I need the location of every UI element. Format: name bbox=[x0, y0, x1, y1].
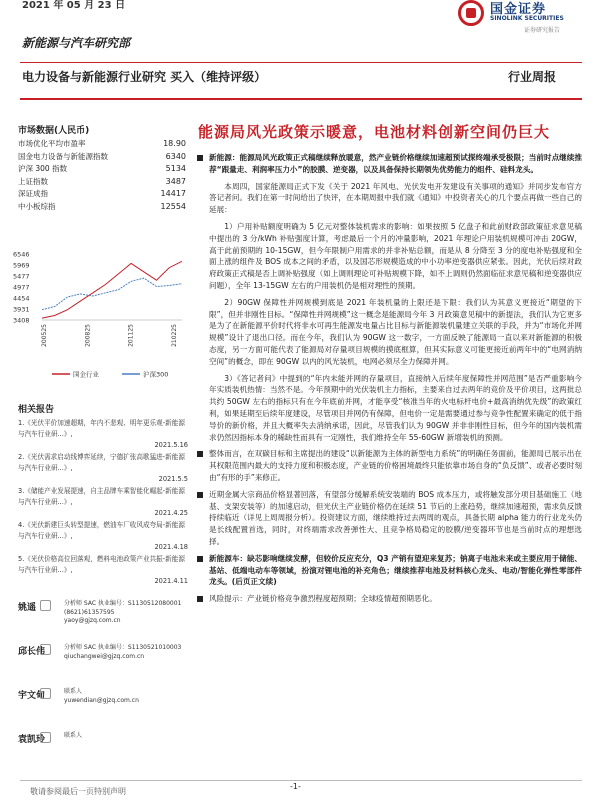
analyst-role: 分析师 SAC 执业编号：S1130512080001 bbox=[64, 600, 182, 607]
analyst-name: 姚遥 bbox=[18, 603, 37, 613]
logo-cn: 国金证券 bbox=[490, 2, 547, 17]
related-report-text: 5.《光伏价格高位回落观，燃料电池政策产业共振-新能源与汽车行业研...》, bbox=[18, 555, 185, 574]
x-tick-label: 201125 bbox=[127, 324, 135, 347]
related-reports-list bbox=[18, 418, 188, 588]
y-tick-label: 6546 bbox=[13, 250, 30, 259]
paragraph-bullet bbox=[196, 489, 582, 548]
market-label: 深证成指 bbox=[18, 189, 48, 198]
analyst-card bbox=[18, 644, 190, 688]
report-body bbox=[196, 152, 582, 610]
related-report-date: 2021.5.16 bbox=[154, 441, 188, 449]
bullet-square-icon bbox=[197, 596, 203, 602]
analyst-phone: (8621)61357595 bbox=[64, 608, 115, 616]
logo-mark-icon bbox=[458, 0, 484, 26]
market-label: 沪深 300 指数 bbox=[18, 164, 68, 173]
analyst-name: 袁凯玲 bbox=[18, 735, 46, 745]
series-line-2 bbox=[42, 278, 182, 310]
bullet-square-icon bbox=[197, 556, 203, 562]
analyst-role: 联系人 bbox=[64, 688, 83, 695]
footer-disclaimer: 敬请参阅最后一页特别声明 bbox=[30, 787, 126, 796]
summary-ev bbox=[196, 553, 582, 588]
paragraph-text: 近期金属大宗商品价格显著回落，有望部分缓解系统安装端的 BOS 成本压力，或将触发部分项目基础施工（地基、支架安装等）的加速启动，但光伏主产业链价格仍在延续 51 节后的上涨趋势，继续加速超预，需求负反馈持续临近（详见上周周报分析）。投资建议方面，继续维持过去两周的观点，具备长期 alpha 能力的行业龙头仍是长线配置首选，同时，对终端需求改善弹性大、且竞争格局稳定的胶膜/逆变器环节也是当前时点的理想选择。 bbox=[209, 489, 582, 546]
related-report-date: 2021.5.5 bbox=[158, 475, 188, 483]
market-value: 5134 bbox=[165, 164, 186, 173]
page-number: -1- bbox=[290, 782, 301, 791]
report-type: 行业周报 bbox=[508, 70, 557, 84]
market-label: 国金电力设备与新能源指数 bbox=[18, 151, 108, 161]
market-data-heading: 市场数据(人民币) bbox=[18, 126, 90, 136]
market-label: 上证指数 bbox=[18, 176, 48, 186]
index-chart bbox=[12, 248, 188, 388]
y-tick-label: 4977 bbox=[13, 283, 30, 292]
phone-icon bbox=[40, 600, 51, 611]
related-report-item[interactable] bbox=[18, 486, 188, 519]
footer-divider bbox=[20, 780, 582, 781]
related-report-text: 1.《光伏平价加速超期，年内不悲观、明年更乐观-新能源与汽车行业研...》, bbox=[18, 419, 185, 438]
market-value: 18.90 bbox=[163, 139, 186, 148]
analyst-name: 邱长伟 bbox=[18, 647, 46, 657]
analyst-info bbox=[64, 688, 194, 705]
page-title: 能源局风光政策示暖意，电池材料创新空间仍巨大 bbox=[198, 123, 551, 141]
related-report-date: 2021.4.25 bbox=[154, 509, 188, 517]
related-report-text: 3.《储能产业发展提速，自主品牌车乘智能化崛起-新能源与汽车行业研...》, bbox=[18, 487, 185, 506]
related-report-date: 2021.4.18 bbox=[154, 543, 188, 551]
analyst-email[interactable]: yuwendian@gjzq.com.cn bbox=[64, 696, 139, 704]
bullet-square-icon bbox=[197, 492, 203, 498]
paragraph: 本周四，国家能源局正式下发《关于 2021 年风电、光伏发电开发建设有关事项的通知》并同步发布官方答记者问。我们在第一时间给出了快评，在本期周报中我们就《通知》中投资者关心的几个要点再做一些自己的延展： bbox=[209, 181, 582, 215]
report-date: 2021 年 05 月 23 日 bbox=[22, 0, 126, 11]
industry-rating: 电力设备与新能源行业研究 买入（维持评级） bbox=[22, 70, 267, 84]
market-data-table bbox=[18, 138, 186, 213]
logo-en: SINOLINK SECURITIES bbox=[490, 15, 564, 22]
market-label: 市场优化平均市盈率 bbox=[18, 139, 86, 148]
analyst-info bbox=[64, 644, 194, 661]
market-row bbox=[18, 176, 186, 189]
analyst-card bbox=[18, 732, 190, 776]
y-tick-label: 3931 bbox=[13, 305, 30, 314]
department-name: 新能源与汽车研究部 bbox=[22, 36, 131, 50]
legend-label: 沪深300 bbox=[143, 370, 169, 379]
market-row bbox=[18, 188, 186, 201]
paragraph-text: 新能源车：缺芯影响继续发酵，但较价反应充分，Q3 产销有望迎来复苏；钠离子电池未来或主要应用于储能、基站、低端电动车等领域，扮演对锂电池的补充角色；继续推荐电池及材料核心龙头、电动/智能化弹性零部件龙头。(后页正文续) bbox=[209, 553, 582, 587]
market-label: 中小板综指 bbox=[18, 201, 56, 211]
legend-label: 国金行业 bbox=[73, 370, 99, 379]
analyst-email[interactable]: qiuchangwei@gjzq.com.cn bbox=[64, 652, 145, 660]
y-tick-label: 5969 bbox=[13, 261, 30, 270]
related-report-text: 2.《光伏需求启动线博弈延续，宁德扩张高歌猛进-新能源与汽车行业研...》, bbox=[18, 453, 185, 472]
related-report-item[interactable] bbox=[18, 554, 188, 587]
analyst-role: 分析师 SAC 执业编号：S1130521010003 bbox=[64, 644, 182, 651]
market-value: 12554 bbox=[160, 201, 186, 211]
phone-icon bbox=[40, 688, 51, 699]
paragraph-text: 新能源：能源局风光政策正式稿继续释放暖意，然产业链价格继续加速超预试探终端承受极限；当前时点继续推荐“跟量走、利润率压力小”的胶膜、逆变器，以及具备保持长期领先优势能力的组件、硅料龙头。 bbox=[209, 153, 582, 174]
related-report-text: 4.《光伏新建巨头转型提速，燃油车厂收风成夸局-新能源与汽车行业研...》, bbox=[18, 521, 185, 540]
company-logo bbox=[458, 0, 594, 38]
market-row bbox=[18, 138, 186, 151]
analyst-role: 联系人 bbox=[64, 732, 83, 739]
market-value: 14417 bbox=[160, 189, 186, 198]
market-value: 6340 bbox=[165, 151, 186, 161]
analyst-email[interactable]: yaoy@gjzq.com.cn bbox=[64, 617, 121, 624]
y-tick-label: 3408 bbox=[13, 316, 30, 325]
x-tick-label: 200825 bbox=[84, 324, 92, 347]
analyst-card bbox=[18, 688, 190, 732]
y-tick-label: 4454 bbox=[13, 294, 30, 303]
analyst-list bbox=[18, 600, 190, 776]
phone-icon bbox=[40, 644, 51, 655]
paragraph: 1）户用补贴额度明确为 5 亿元对整体装机需求的影响：如果按照 5 亿盘子和此前财政部政策征求意见稿中提出的 3 分/kWh 补贴强度计算，考虑最后一个月的冲量影响，2021 年理论户用装机规模可冲击 20GW，高于此前预期的 10-15GW，但今年限制户用需求的并非补贴总额，而是从 8 分降至 3 分的度电补贴强度和全面上涨的组件及 BOS 成本之间的矛盾，以及国芯形规模造成的中小功率逆变器供应紧张。因此，光伏后续对政府政策正式稿是否上调补贴强度（如上调则理论可补贴规模下降，如不上调则仍然面临征求意见稿和逆变器供应问题），全年 13-15GW 左右的户用装机仍是相对理性的预期。 bbox=[209, 221, 582, 290]
divider bbox=[20, 98, 582, 100]
analyst-name: 宇文甸 bbox=[18, 691, 46, 701]
related-report-date: 2021.4.11 bbox=[154, 577, 188, 585]
divider bbox=[20, 62, 582, 63]
summary-new-energy bbox=[196, 152, 582, 176]
paragraph-text: 风险提示：产业链价格竞争激烈程度超预期；全球疫情超预期恶化。 bbox=[209, 594, 437, 604]
y-tick-label: 5477 bbox=[13, 272, 30, 281]
related-report-item[interactable] bbox=[18, 418, 188, 451]
bullet-square-icon bbox=[197, 155, 203, 161]
market-value: 3487 bbox=[165, 176, 186, 186]
risk-warning bbox=[196, 593, 582, 605]
analyst-card bbox=[18, 600, 190, 644]
logo-sub: 证券研究报告 bbox=[524, 27, 561, 34]
related-reports-heading: 相关报告 bbox=[18, 405, 55, 415]
phone-icon bbox=[40, 732, 51, 743]
x-tick-label: 200525 bbox=[41, 324, 48, 347]
bullet-square-icon bbox=[197, 451, 203, 457]
market-row bbox=[18, 201, 186, 214]
paragraph: 2）90GW 保障性并网规模到底是 2021 年装机量的上限还是下限：我们认为其意义更接近“期望的下限”，但并非刚性目标。“保障性并网规模”这一概念是能源局今年 3 月政策意见稿中的新提法，我们认为它更多是为了在新能源平价时代将非水可再生能源发电量占比目标与新能源装机量建立关联的手段，并为“市场化并网规模”设计了退出口径。而在今年，我们认为 90GW 这一数字，一方面反映了能源局一直以来对新能源的积极态度，另一方面可能代表了能源局对存量项目规模的摸底框算，但其实际意义可能更接近前两年中的“电网消纳空间”的概念，即在 90GW 以内的风光装机，电网必须尽全力保障并网。 bbox=[209, 297, 582, 366]
series-line-1 bbox=[42, 261, 182, 318]
analyst-info bbox=[64, 732, 194, 741]
x-tick-label: 210225 bbox=[171, 324, 178, 347]
related-report-item[interactable] bbox=[18, 520, 188, 553]
related-report-item[interactable] bbox=[18, 452, 188, 485]
market-row bbox=[18, 163, 186, 176]
paragraph-text: 整体而言，在双碳目标和主席提出的建设“以新能源为主体的新型电力系统”的明确任务面前，能源局已展示出在其权限范围内最大的支持力度和积极态度，产业链的价格困境最终只能依靠市场自身的“负反馈”、或者必要时刻由“有形的手”来修正。 bbox=[209, 449, 582, 482]
market-row bbox=[18, 151, 186, 164]
analyst-info bbox=[64, 600, 194, 626]
paragraph: 3）《答记者问》中提到的“年内未能并网的存量项目，直接纳入后续年度保障性并网范围”是否严重影响今年实质装机热情：当然不是。今年预期中的光伏装机主力指标，主要来自过去两年的竞价及平价项目，这两批总共约 50GW 左右的指标只有在今年底前并网，才能享受“核准当年的火电标杆电价+最高消纳优先级”的政策红利，如果延期至后续年度建设，尽管项目并网仍有保障，但电价一定是需要通过参与竞争性配置来确定的低于指导价的新价格，并且大概率失去消纳承诺，因此，尽管我们认为 90GW 并非非刚性目标，但今年的国内装机需求仍然因指标本身的稀缺性而具有一定刚性，我们维持全年 55-60GW 新增装机的预测。 bbox=[209, 373, 582, 442]
paragraph-bullet bbox=[196, 448, 582, 483]
